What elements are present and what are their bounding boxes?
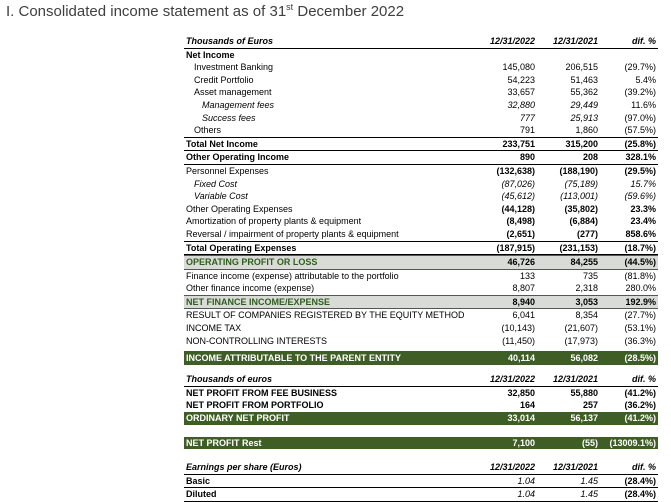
value-dif: 280.0% — [625, 283, 656, 294]
row-label: INCOME ATTRIBUTABLE TO THE PARENT ENTITY — [186, 353, 401, 364]
value-2022: 233,751 — [502, 138, 535, 149]
row-label: Diluted — [186, 489, 217, 500]
value-dif: 328.1% — [625, 152, 656, 163]
table-row — [184, 190, 658, 203]
row-label: Other Operating Income — [186, 152, 290, 163]
header-col-dif: dif. % — [632, 374, 656, 385]
value-dif: 15.7% — [630, 178, 656, 189]
value-dif: (36.2%) — [624, 400, 656, 411]
value-dif: (41.2%) — [624, 413, 656, 424]
header-col-2022: 12/31/2022 — [489, 36, 535, 46]
value-dif: (59.6%) — [624, 191, 656, 202]
header-col-2021: 12/31/2021 — [552, 36, 598, 46]
value-2022: 1.04 — [517, 489, 535, 500]
value-2022: 33,014 — [507, 413, 535, 424]
value-2022: (132,638) — [496, 165, 535, 176]
value-2022: 54,223 — [507, 74, 535, 85]
value-2022: 8,940 — [512, 296, 535, 307]
value-2022: (11,450) — [502, 335, 535, 346]
value-2022: 791 — [519, 125, 535, 136]
value-2021: 735 — [582, 270, 598, 281]
value-2022: 46,726 — [507, 257, 535, 268]
value-2021: 56,137 — [570, 413, 598, 424]
row-label: Finance income (expense) attributable to the portfolio — [186, 270, 399, 281]
table-row-total — [184, 412, 658, 425]
table-header — [184, 35, 658, 49]
value-2021: 257 — [582, 400, 598, 411]
value-2022: 777 — [519, 112, 535, 123]
value-2022: (87,026) — [501, 178, 535, 189]
value-2022: (10,143) — [501, 323, 535, 334]
value-2022: (45,612) — [501, 191, 535, 202]
row-label: NON-CONTROLLING INTERESTS — [186, 335, 328, 346]
value-2021: 206,515 — [565, 62, 598, 73]
header-col-2022: 12/31/2022 — [489, 462, 535, 473]
value-2022: (187,915) — [496, 242, 535, 253]
value-2021: 84,255 — [570, 257, 598, 268]
spacer — [184, 425, 658, 437]
row-label: Other finance income (expense) — [186, 283, 315, 294]
row-label: Reversal / impairment of property plants & equipment — [186, 228, 399, 239]
table-row — [184, 387, 658, 400]
table-row — [184, 61, 658, 74]
table-row — [184, 124, 658, 137]
value-2021: 56,082 — [570, 353, 598, 364]
table-row-highlight — [184, 255, 658, 270]
value-2021: (35,802) — [564, 203, 598, 214]
value-2022: 40,114 — [507, 353, 535, 364]
header-col-dif: dif. % — [632, 36, 656, 46]
value-2022: 890 — [519, 152, 535, 163]
value-dif: (29.5%) — [624, 165, 656, 176]
value-2022: 8,807 — [512, 283, 535, 294]
value-2021: (55) — [581, 437, 598, 448]
value-dif: (44.5%) — [624, 257, 656, 268]
value-2021: (231,153) — [559, 242, 598, 253]
row-label: Basic — [186, 475, 211, 486]
value-dif: (13009.1%) — [609, 437, 656, 448]
row-label: Asset management — [194, 87, 272, 98]
value-2022: 164 — [519, 400, 535, 411]
table-row-total — [184, 437, 658, 450]
table-header — [184, 373, 658, 387]
value-2021: 1.45 — [580, 489, 598, 500]
value-2022: 7,100 — [512, 437, 535, 448]
header-label: Earnings per share (Euros) — [186, 462, 302, 473]
value-2022: 6,041 — [512, 310, 535, 321]
header-col-2021: 12/31/2021 — [552, 374, 598, 385]
value-2022: 1.04 — [517, 475, 535, 486]
value-2022: 133 — [519, 270, 535, 281]
value-2021: 55,880 — [570, 387, 598, 398]
value-2021: 315,200 — [565, 138, 598, 149]
value-2022: 32,880 — [507, 99, 535, 110]
spacer — [184, 449, 658, 461]
table-row — [184, 137, 658, 152]
table-row — [184, 165, 658, 178]
value-dif: (29.7%) — [624, 62, 656, 73]
value-2021: (21,607) — [564, 323, 598, 334]
header-col-dif: dif. % — [632, 462, 656, 473]
table-row — [184, 74, 658, 87]
row-label: Variable Cost — [194, 191, 248, 202]
value-2021: (6,884) — [569, 216, 598, 227]
income-statement-table — [184, 35, 658, 502]
value-dif: (18.7%) — [624, 242, 656, 253]
table-row — [184, 270, 658, 283]
row-label: Total Net Income — [186, 138, 258, 149]
value-2021: 2,318 — [575, 283, 598, 294]
row-label: Net Income — [186, 49, 235, 60]
row-label: NET FINANCE INCOME/EXPENSE — [186, 296, 331, 307]
value-2021: 8,354 — [575, 310, 598, 321]
value-2022: (44,128) — [501, 203, 535, 214]
value-dif: (41.2%) — [624, 387, 656, 398]
table-row-total — [184, 351, 658, 365]
value-dif: (28.5%) — [624, 353, 656, 364]
page-title: I. Consolidated income statement as of 31st December 2022 — [6, 2, 405, 20]
row-label: Investment Banking — [194, 62, 274, 73]
value-dif: (53.1%) — [624, 323, 656, 334]
value-2021: 3,053 — [575, 296, 598, 307]
table-row — [184, 99, 658, 112]
value-dif: (81.8%) — [624, 270, 656, 281]
value-dif: (57.5%) — [624, 125, 656, 136]
value-dif: 5.4% — [635, 74, 656, 85]
row-label: Management fees — [202, 99, 275, 110]
row-label: INCOME TAX — [186, 323, 242, 334]
value-2022: 145,080 — [502, 62, 535, 73]
table-row — [184, 86, 658, 99]
row-label: Amortization of property plants & equipment — [186, 216, 362, 227]
value-2022: 33,657 — [507, 87, 535, 98]
table-row — [184, 399, 658, 412]
row-label: Credit Portfolio — [194, 74, 254, 85]
table-row — [184, 475, 658, 489]
value-dif: 192.9% — [625, 296, 656, 307]
table-row — [184, 322, 658, 335]
value-2022: 32,850 — [507, 387, 535, 398]
row-label: Fixed Cost — [194, 178, 238, 189]
value-2021: (75,189) — [564, 178, 598, 189]
header-col-2022: 12/31/2022 — [489, 374, 535, 385]
row-label: Others — [194, 125, 222, 136]
value-2021: (17,973) — [564, 335, 598, 346]
value-2021: 55,362 — [570, 87, 598, 98]
value-dif: (28.4%) — [624, 475, 656, 486]
value-dif: (36.3%) — [624, 335, 656, 346]
value-2021: (188,190) — [559, 165, 598, 176]
table-row — [184, 178, 658, 191]
table-row — [184, 241, 658, 256]
value-2021: 29,449 — [570, 99, 598, 110]
value-2021: 51,463 — [570, 74, 598, 85]
row-label: Other Operating Expenses — [186, 203, 293, 214]
value-2022: (2,651) — [506, 228, 535, 239]
value-2021: 1.45 — [580, 475, 598, 486]
row-label: OPERATING PROFIT OR LOSS — [186, 257, 318, 268]
spacer — [184, 365, 658, 373]
value-2022: (8,498) — [506, 216, 535, 227]
value-dif: (97.0%) — [624, 112, 656, 123]
table-header — [184, 461, 658, 475]
value-dif: (39.2%) — [624, 87, 656, 98]
table-row — [184, 335, 658, 348]
table-row — [184, 203, 658, 216]
value-2021: (277) — [576, 228, 598, 239]
value-dif: (28.4%) — [624, 489, 656, 500]
value-dif: 11.6% — [631, 99, 656, 110]
row-label: NET PROFIT Rest — [186, 437, 262, 448]
table-row — [184, 151, 658, 165]
row-label: Personnel Expenses — [186, 165, 269, 176]
value-dif: 23.4% — [630, 216, 656, 227]
value-2021: (113,001) — [560, 191, 598, 202]
table-row — [184, 215, 658, 228]
value-dif: (25.8%) — [624, 138, 656, 149]
table-row — [184, 49, 658, 62]
value-2021: 208 — [582, 152, 598, 163]
row-label: ORDINARY NET PROFIT — [186, 413, 290, 424]
row-label: Success fees — [202, 112, 256, 123]
value-dif: 23.3% — [630, 203, 656, 214]
row-label: Total Operating Expenses — [186, 242, 297, 253]
table-row — [184, 282, 658, 295]
table-row — [184, 309, 658, 322]
row-label: NET PROFIT FROM FEE BUSINESS — [186, 387, 338, 398]
header-label: Thousands of euros — [186, 374, 273, 385]
table-row-highlight — [184, 295, 658, 310]
value-dif: 858.6% — [625, 228, 656, 239]
table-row — [184, 112, 658, 125]
value-dif: (27.7%) — [624, 310, 656, 321]
value-2021: 25,913 — [570, 112, 598, 123]
value-2021: 1,860 — [575, 125, 598, 136]
row-label: NET PROFIT FROM PORTFOLIO — [186, 400, 324, 411]
row-label: RESULT OF COMPANIES REGISTERED BY THE EQUITY METHOD — [186, 310, 465, 321]
header-label: Thousands of Euros — [186, 36, 274, 46]
table-row — [184, 228, 658, 241]
header-col-2021: 12/31/2021 — [552, 462, 598, 473]
